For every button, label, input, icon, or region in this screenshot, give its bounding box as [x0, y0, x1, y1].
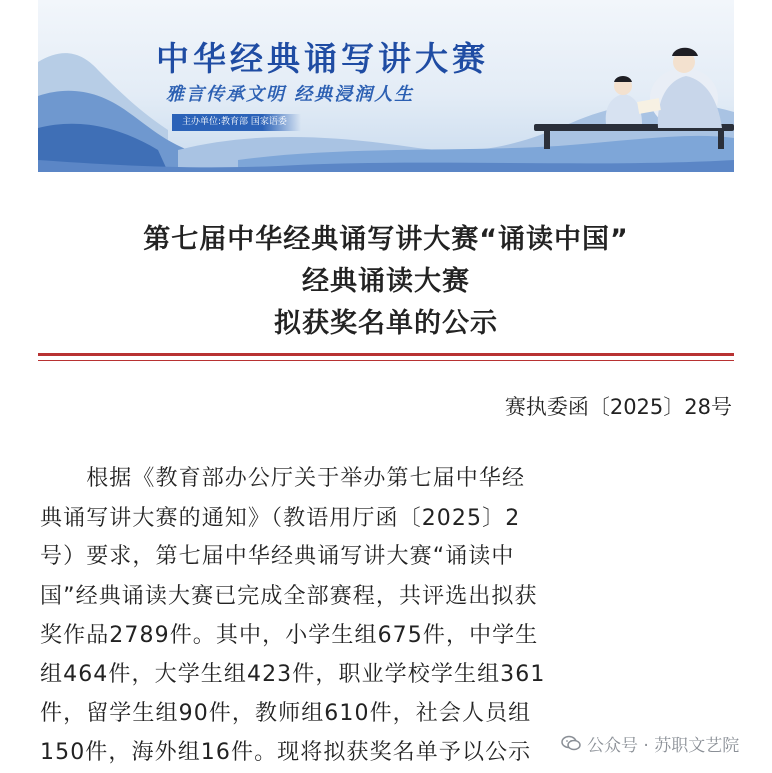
document-title-line-1: 第七届中华经典诵写讲大赛“诵读中国” — [143, 224, 629, 255]
body-line: 典诵写讲大赛的通知》（教语用厅函〔2025〕2 — [40, 506, 521, 531]
document-reference-number: 赛执委函〔2025〕28号 — [504, 395, 732, 419]
document-title-line-2: 经典诵读大赛 — [302, 266, 470, 297]
watermark-text: 公众号 · 苏职文艺院 — [587, 735, 740, 756]
header-banner — [38, 0, 734, 172]
body-line: 国”经典诵读大赛已完成全部赛程，共评选出拟获 — [40, 584, 538, 609]
banner-organizer: 主办单位:教育部 国家语委 — [172, 114, 301, 131]
body-line: 根据《教育部办公厅关于举办第七届中华经 — [40, 466, 526, 491]
divider-thin — [38, 360, 734, 361]
wechat-watermark — [553, 731, 747, 755]
document-title-line-3: 拟获奖名单的公示 — [274, 308, 498, 339]
wechat-icon — [561, 735, 581, 751]
body-line: 组464件，大学生组423件，职业学校学生组361 — [40, 662, 546, 687]
body-line: 奖作品2789件。其中，小学生组675件，中学生 — [40, 623, 539, 648]
body-line: 件，留学生组90件，教师组610件，社会人员组 — [40, 701, 532, 726]
divider-thick — [38, 353, 734, 356]
body-line: 150件，海外组16件。现将拟获奖名单予以公示 — [40, 740, 532, 765]
body-line: 号）要求，第七届中华经典诵写讲大赛“诵读中 — [40, 544, 515, 569]
banner-subtitle: 雅言传承文明 经典浸润人生 — [166, 84, 415, 105]
banner-title: 中华经典诵写讲大赛 — [156, 39, 489, 78]
